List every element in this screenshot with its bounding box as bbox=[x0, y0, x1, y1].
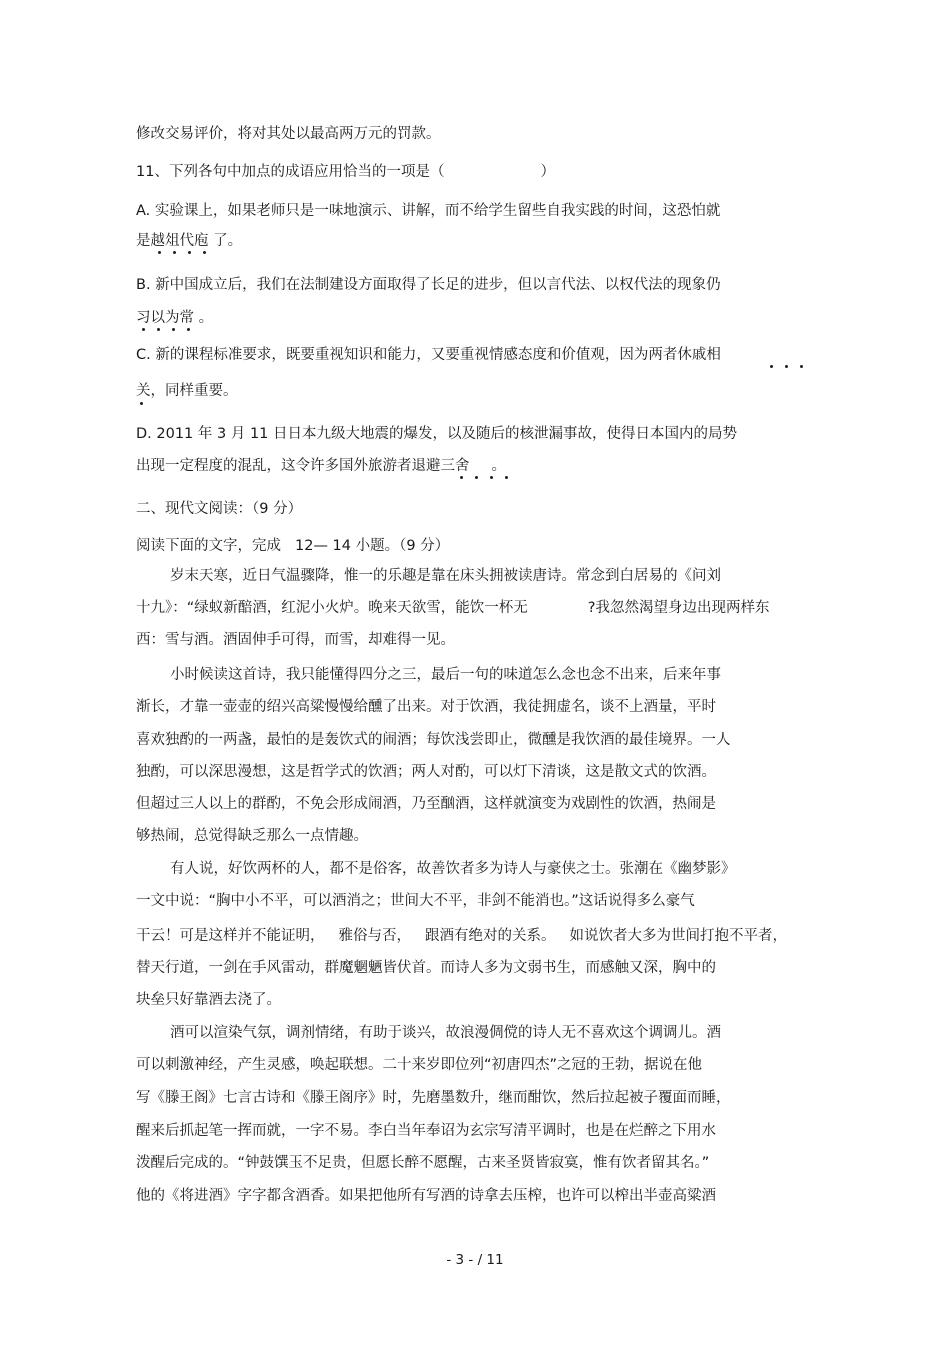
passage-line bbox=[136, 926, 787, 946]
passage-line: 够热闹，总觉得缺乏那么一点情趣。 bbox=[136, 828, 368, 844]
passage-fragment: 十九》：“绿蚁新醅酒，红泥小火炉。晚来天欲雪，能饮一杯无 bbox=[136, 600, 528, 616]
passage-line bbox=[136, 598, 769, 618]
passage-line: 酒可以渲染气氛，调剂情绪，有助于谈兴，故浪漫倜傥的诗人无不喜欢这个调调儿。酒 bbox=[170, 1025, 721, 1041]
passage-line: 块垒只好靠酒去浇了。 bbox=[136, 992, 281, 1008]
option-b-line2: 习以为常 。 bbox=[136, 310, 214, 326]
page-number: - 3 - / 11 bbox=[446, 1252, 504, 1268]
passage-line: 岁末天寒，近日气温骤降，惟一的乐趣是靠在床头拥被读唐诗。常念到白居易的《问刘 bbox=[170, 568, 721, 584]
answer-blank-close: ） bbox=[540, 164, 555, 180]
passage-line: 一文中说：“胸中小不平，可以酒消之；世间大不平，非剑不能消也。”这话说得多么豪气 bbox=[136, 893, 695, 909]
passage-line: 醒来后抓起笔一挥而就，一字不易。李白当年奉诏为玄宗写清平调时，也是在烂醉之下用水 bbox=[136, 1123, 716, 1139]
passage-line: 小时候读这首诗，我只能懂得四分之三，最后一句的味道怎么念也念不出来，后来年事 bbox=[170, 667, 721, 683]
option-d-text: 出现一定程度的混乱，这令许多国外旅游者退避三舍 bbox=[136, 458, 470, 474]
passage-line: 西：雪与酒。酒固伸手可得，而雪，却难得一见。 bbox=[136, 632, 455, 648]
passage-line: 写《滕王阁》七言古诗和《滕王阁序》时，先磨墨数升，继而酣饮，然后拉起被子覆面而睡， bbox=[136, 1090, 731, 1106]
passage-line: 喜欢独酌的一两盏，最怕的是轰饮式的闹酒；每饮浅尝即止，微醺是我饮酒的最佳境界。一人 bbox=[136, 732, 731, 748]
option-c-line1: C. 新的课程标准要求，既要重视知识和能力，又要重视情感态度和价值观，因为两者休戚相 bbox=[136, 347, 721, 363]
option-d-line1: D. 2011 年 3 月 11 日日本九级大地震的爆发，以及随后的核泄漏事故，使得日本国内的局势 bbox=[136, 426, 738, 442]
passage-line: 有人说，好饮两杯的人，都不是俗客，故善饮者多为诗人与豪侠之士。张潮在《幽梦影》 bbox=[170, 861, 736, 877]
passage-line: 他的《将进酒》字字都含酒香。如果把他所有写酒的诗拿去压榨，也许可以榨出半壶高粱酒 bbox=[136, 1188, 716, 1204]
passage-fragment: 干云！可是这样并不能证明， bbox=[136, 928, 325, 944]
section-heading: 二、现代文阅读：（9 分） bbox=[136, 501, 303, 517]
option-d-period: 。 bbox=[491, 458, 506, 474]
reading-instruction-b: 12— 14 小题。（9 分） bbox=[295, 538, 450, 554]
question-11-text: 11、下列各句中加点的成语应用恰当的一项是（ bbox=[136, 164, 445, 180]
passage-fragment: 跟酒有绝对的关系。 bbox=[425, 928, 556, 944]
question-11-stem bbox=[136, 162, 555, 182]
option-a-line2: 是越俎代庖 了。 bbox=[136, 233, 243, 249]
option-b-line1: B. 新中国成立后，我们在法制建设方面取得了长足的进步，但以言代法、以权代法的现象仍 bbox=[136, 277, 721, 293]
passage-line: 替天行道，一剑在手风雷动，群魔魍魉皆伏首。而诗人多为文弱书生，而感触又深，胸中的 bbox=[136, 960, 716, 976]
passage-line: 可以刺激神经，产生灵感，唤起联想。二十来岁即位列“初唐四杰”之冠的王勃，据说在他 bbox=[136, 1057, 703, 1073]
passage-line: 独酌，可以深思漫想，这是哲学式的饮酒；两人对酌，可以灯下清谈，这是散文式的饮酒。 bbox=[136, 764, 716, 780]
text-line: 修改交易评价，将对其处以最高两万元的罚款。 bbox=[136, 126, 441, 142]
passage-fragment: 雅俗与否， bbox=[338, 928, 411, 944]
option-c-line2: 关，同样重要。 bbox=[136, 383, 238, 399]
passage-fragment: ?我忽然渴望身边出现两样东 bbox=[587, 600, 770, 616]
passage-line: 但超过三人以上的群酌，不免会形成闹酒，乃至酗酒，这样就演变为戏剧性的饮酒，热闹是 bbox=[136, 796, 716, 812]
option-d-line2 bbox=[136, 456, 506, 476]
passage-line: 渐长，才靠一壶壶的绍兴高粱慢慢给醺了出来。对于饮酒，我徒拥虚名，谈不上酒量，平时 bbox=[136, 699, 716, 715]
passage-line: 泼醒后完成的。“钟鼓馔玉不足贵，但愿长醉不愿醒，古来圣贤皆寂寞，惟有饮者留其名。” bbox=[136, 1155, 710, 1171]
reading-instruction-a: 阅读下面的文字，完成 bbox=[136, 538, 281, 554]
reading-instruction bbox=[136, 536, 449, 556]
passage-fragment: 如说饮者大多为世间打抱不平者， bbox=[569, 928, 787, 944]
option-a-line1: A. 实验课上，如果老师只是一味地演示、讲解，而不给学生留些自我实践的时间，这恐怕就 bbox=[136, 203, 721, 219]
